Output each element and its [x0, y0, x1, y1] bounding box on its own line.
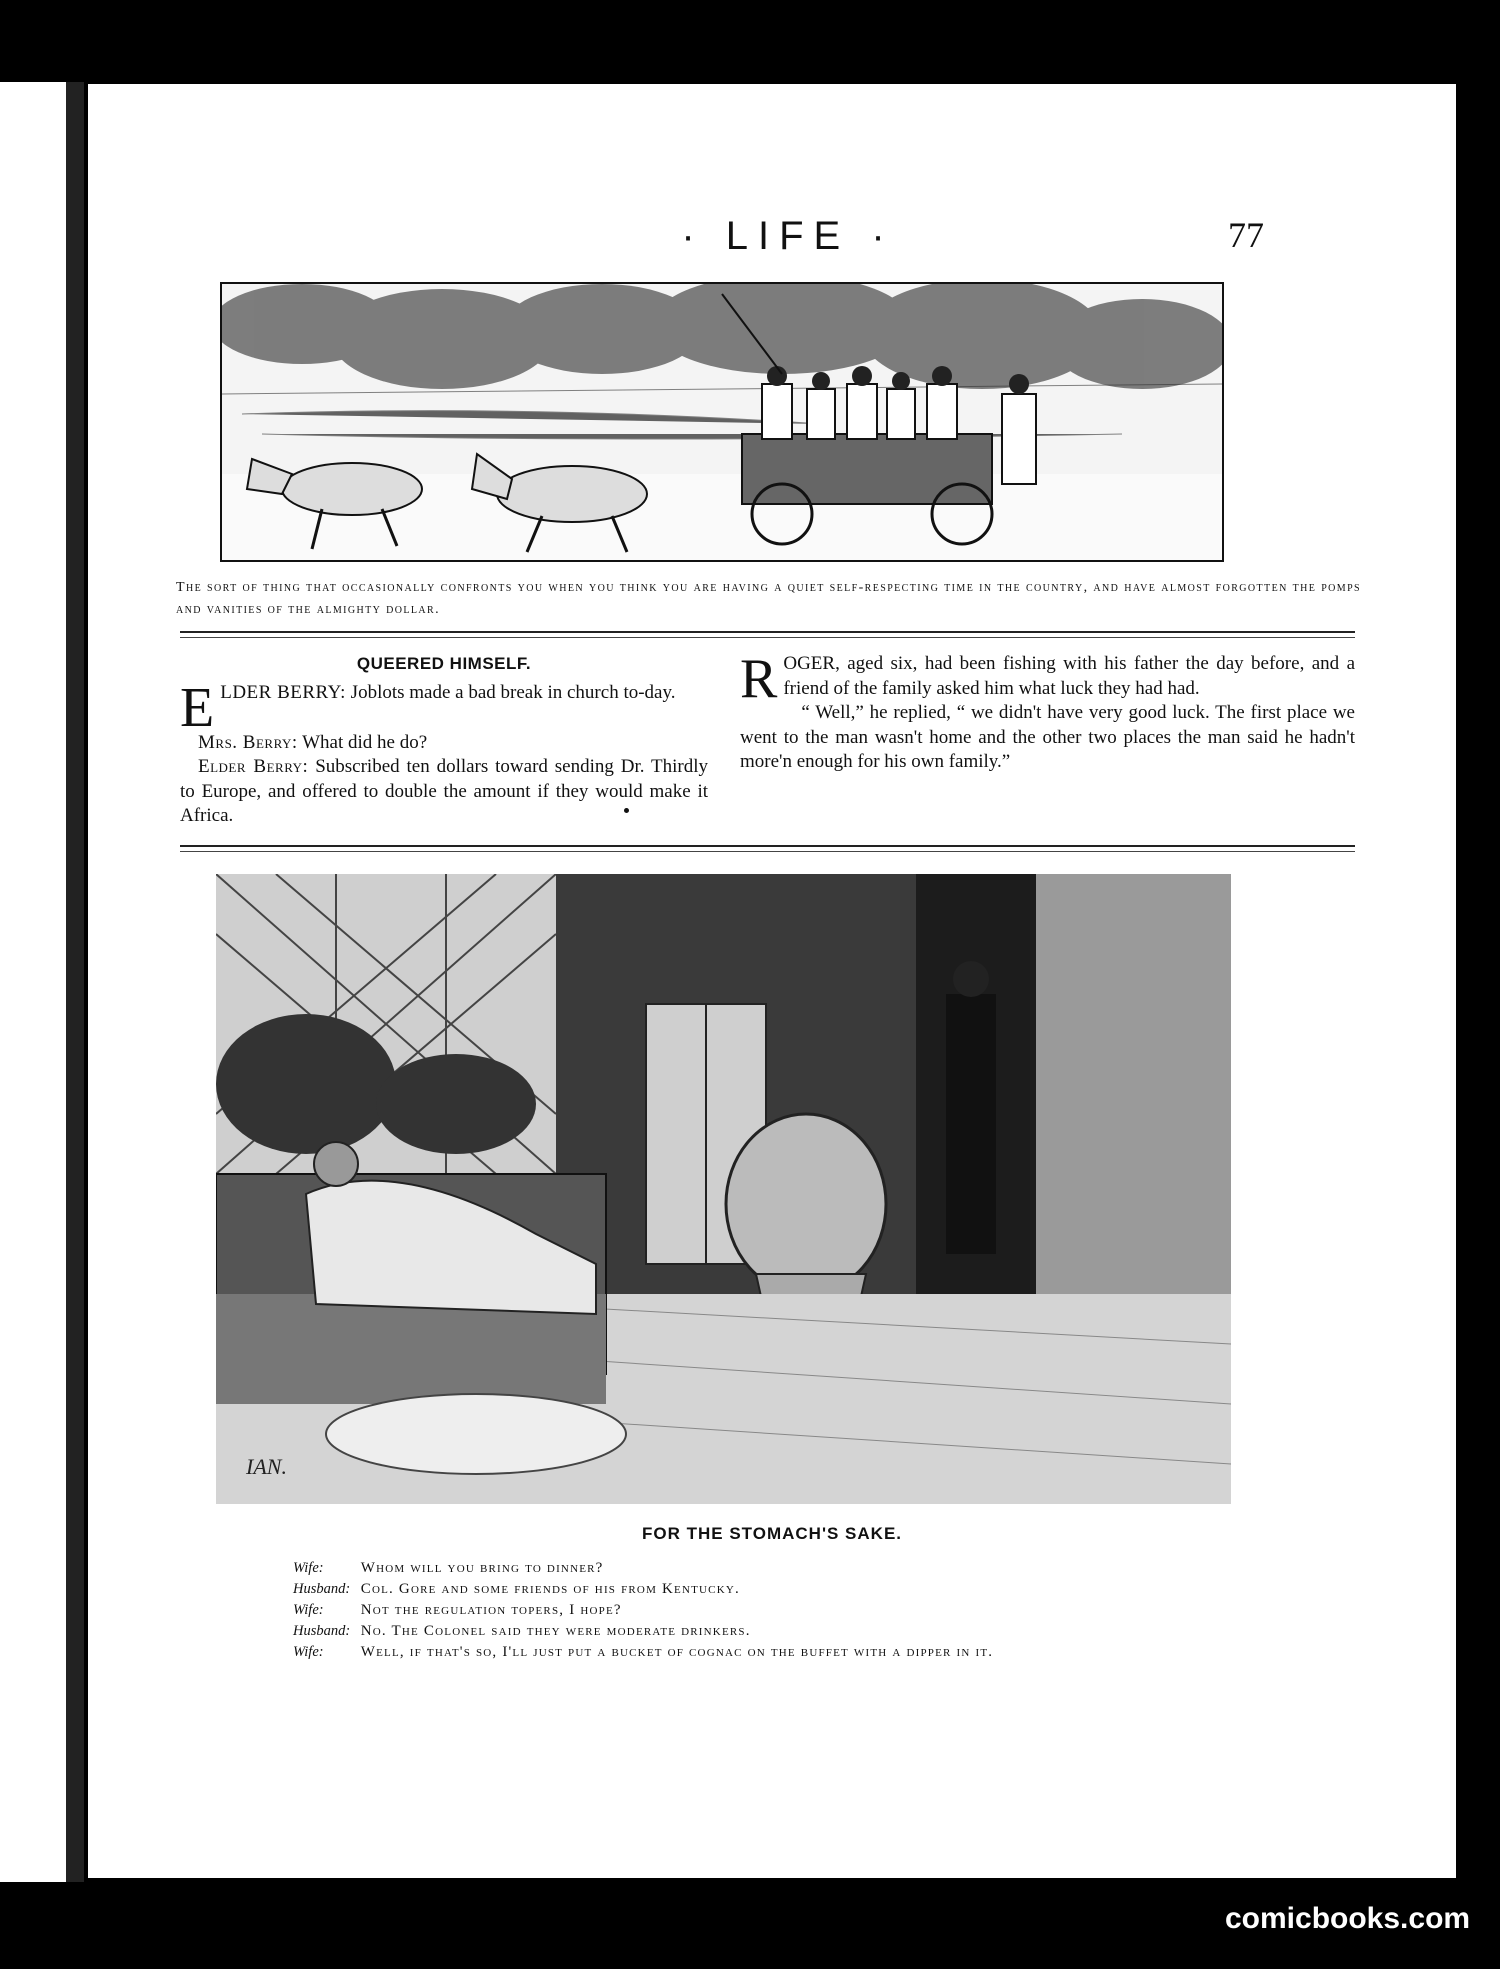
page-number: 77	[1228, 215, 1264, 255]
dialog-line	[293, 1600, 1343, 1621]
line-text: Subscribed ten dollars toward sending Dr. Thirdly to Europe, and offered to double the amount if they would make it Africa.	[180, 756, 709, 826]
stomach-caption-title: FOR THE STOMACH'S SAKE.	[641, 1524, 903, 1543]
print-speck	[624, 808, 629, 813]
paragraph-text: “ Well,” he replied, “ we didn't have very good luck. The first place we went to the man wasn't home and the other two places the man said he hadn't more'n enough for his own family.”	[740, 702, 1355, 772]
coach-caption: The sort of thing that occasionally confronts you when you think you are having a quiet self-respecting time in the country, and have almost forgotten the pomps and vanities of the almighty dollar.	[176, 580, 1361, 617]
illustration-signature: IAN.	[246, 1454, 287, 1479]
rule-mid-1	[180, 845, 1355, 847]
speaker-name: Mrs. Berry:	[198, 731, 298, 753]
speaker-label: Wife:	[293, 1560, 324, 1576]
dialog-line	[293, 1621, 1343, 1642]
article-headline: QUEERED HIMSELF.	[356, 654, 532, 673]
queered-himself-article	[180, 652, 708, 829]
dialog-text: Not the regulation topers, I hope?	[360, 1602, 622, 1618]
speaker-label: Husband:	[293, 1623, 351, 1639]
rule-top-1	[180, 631, 1355, 633]
dialog-line	[293, 1642, 1343, 1663]
page-gutter-shadow	[66, 82, 84, 1882]
stomach-dialog	[293, 1558, 1343, 1663]
article-paragraph	[740, 648, 1355, 710]
interior-illustration	[216, 874, 1231, 1504]
speaker-label: Wife:	[293, 1644, 324, 1660]
dialog-line	[293, 1558, 1343, 1579]
article-line	[180, 676, 708, 739]
line-text: What did he do?	[297, 731, 428, 753]
article-line	[180, 755, 708, 829]
speaker-label: Husband:	[293, 1581, 351, 1597]
facing-page-edge	[0, 82, 70, 1882]
roger-article	[740, 648, 1355, 775]
masthead-title: · LIFE ·	[681, 214, 895, 258]
speaker-name: Elder Berry:	[198, 756, 309, 777]
article-paragraph	[740, 701, 1355, 775]
line-text: Joblots made a bad break in church to-day.	[345, 681, 676, 703]
drop-cap: E	[180, 676, 215, 739]
speaker-label: Wife:	[293, 1602, 324, 1618]
dialog-text: Whom will you bring to dinner?	[360, 1560, 604, 1576]
site-watermark: comicbooks.com	[1225, 1902, 1471, 1935]
paragraph-text: OGER, aged six, had been fishing with his father the day before, and a friend of the family asked him what luck they had had.	[783, 653, 1355, 699]
dialog-text: No. The Colonel said they were moderate drinkers.	[360, 1623, 751, 1639]
dialog-text: Well, if that's so, I'll just put a bucket of cognac on the buffet with a dipper in it.	[360, 1644, 994, 1660]
rule-mid-2	[180, 851, 1355, 852]
dialog-line	[293, 1579, 1343, 1600]
article-line	[180, 731, 708, 756]
magazine-page	[88, 84, 1456, 1878]
coach-illustration	[220, 282, 1224, 562]
speaker-name: LDER BERRY:	[220, 681, 346, 703]
rule-top-2	[180, 637, 1355, 638]
dialog-text: Col. Gore and some friends of his from Kentucky.	[360, 1581, 740, 1597]
drop-cap: R	[740, 648, 778, 710]
